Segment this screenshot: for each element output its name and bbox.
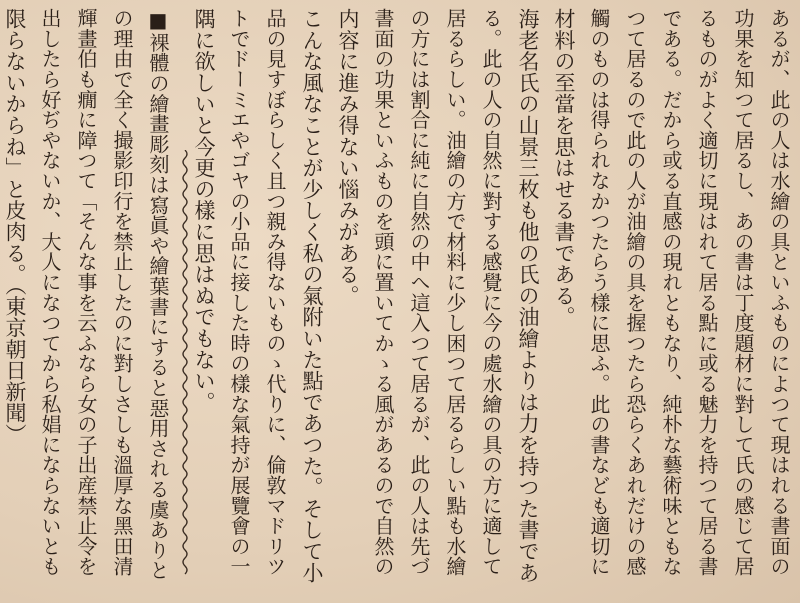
article-column: である。だから或る直感の現れともなり、純朴な藝術味ともな [659, 8, 683, 577]
article-column: る。此の人の自然に對する感覺に今の處水繪の具の方に適して [479, 8, 503, 577]
article-column: トでドーミエやゴヤの小品に接した時の樣な氣持が展覽會の一 [227, 8, 251, 577]
article-column: 材料の至當を思はせる書である。 [552, 8, 576, 328]
news-column: の理由で全く撮影印行を禁止したのに對しさしも溫厚な黑田清 [110, 8, 134, 577]
news-column: 出したら好ぢやないか、大人になつてから私娼にならないとも [38, 8, 62, 577]
wavy-divider [180, 150, 190, 575]
article-column: の方には割合に純に自然の中へ這入つて居るが、此の人は先づ [407, 8, 431, 577]
news-column: 輝畫伯も癇に障つて「そんな事を云ふなら女の子出産禁止令を [74, 8, 98, 577]
article-column: 功果を知つて居るし、あの書は丁度題材に對して氏の感じて居 [731, 8, 755, 577]
article-column: 海老名氏の山景三枚も他の氏の油繪よりは力を持つた書であ [516, 8, 540, 584]
article-column: つて居るので此の人が油繪の具を握つたら恐らくあれだけの感 [623, 8, 647, 577]
article-column: 居るらしい。油繪の方で材料に少し困つて居るらしい點も水繪 [443, 8, 467, 577]
article-column: るものがよく適切に現はれて居る點に或る魅力を持つて居る書 [695, 8, 719, 577]
article-column: 内容に進み得ない惱みがある。 [336, 8, 360, 307]
news-column: ■裸體の繪畫彫刻は寫眞や繪葉書にすると惡用される虞ありと [146, 8, 170, 581]
article-column: 觸のものは得られなかつたらう樣に思ふ。此の書なども適切に [587, 8, 611, 577]
article-column: 品の見すぼらしく且つ親み得ないものゝ代りに、倫敦マドリツ [263, 8, 287, 577]
article-column: あるが、此の人は水繪の具といふものによつて現はれる書面の [767, 8, 791, 577]
article-column: こんな風なことが少しく私の氣附いた點であつた。そして小 [300, 8, 324, 584]
article-column: 書面の功果といふものを頭に置いてかゝる風があるので自然の [371, 8, 395, 577]
article-column: 隅に欲しいと今更の樣に思はぬでもない。 [192, 8, 216, 413]
news-column: 限らないからね」と皮肉る。（東京朝日新聞） [3, 8, 27, 445]
